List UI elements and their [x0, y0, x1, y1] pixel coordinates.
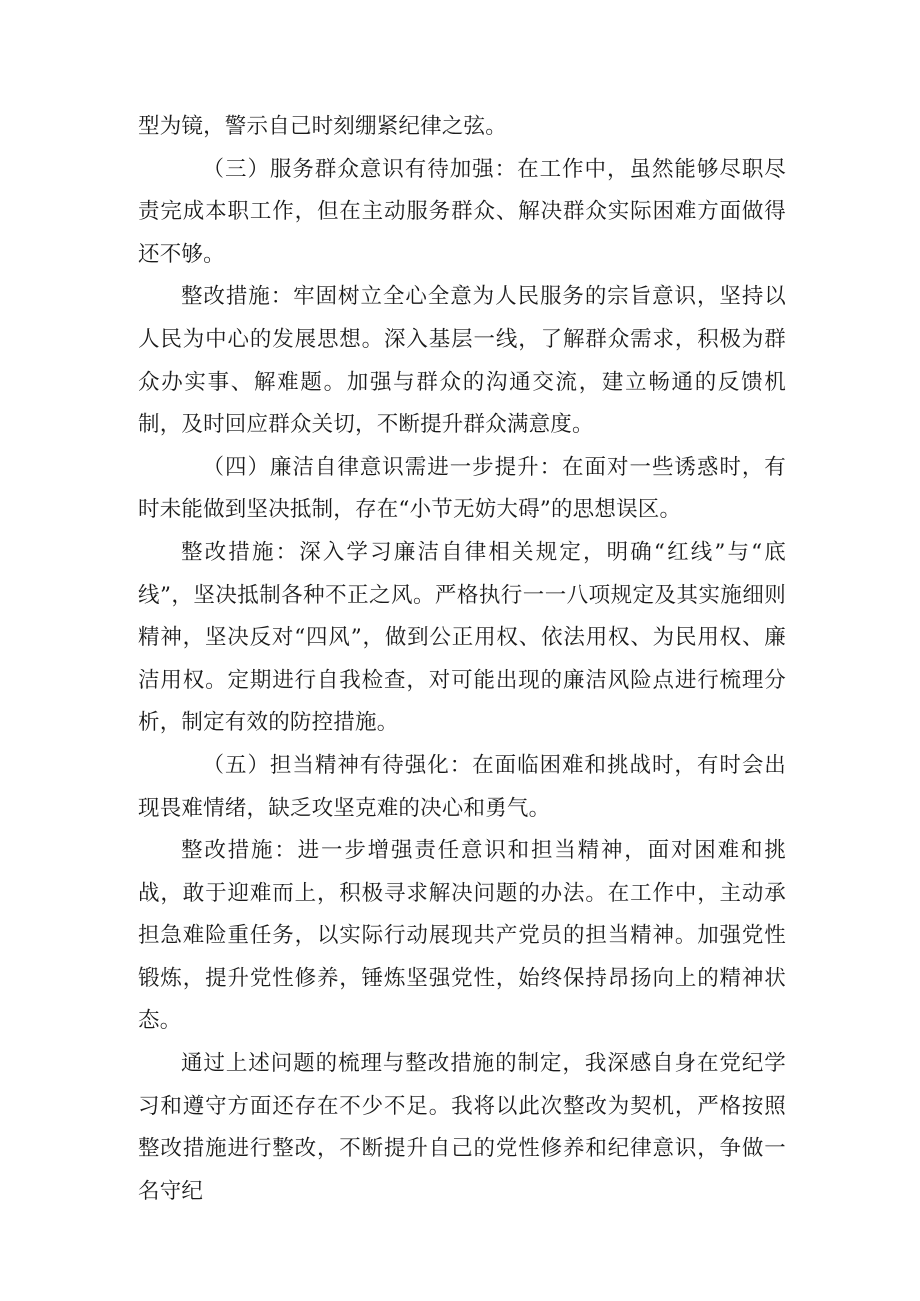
paragraph-conclusion: 通过上述问题的梳理与整改措施的制定，我深感自身在党纪学习和遵守方面还存在不少不足。我将以此次整改为契机，严格按照整改措施进行整改，不断提升自己的党性修养和纪律意识，争做一名守纪 [138, 1051, 786, 1204]
paragraph-measures-4: 整改措施：深入学习廉洁自律相关规定，明确“红线”与“底线”，坚决抵制各种不正之风。严格执行一一八项规定及其实施细则精神，坚决反对“四风”，做到公正用权、依法用权、为民用权、廉洁用权。定期进行自我检查，对可能出现的廉洁风险点进行梳理分析，制定有效的防控措施。 [138, 539, 786, 736]
paragraph-measures-3: 整改措施：牢固树立全心全意为人民服务的宗旨意识，坚持以人民为中心的发展思想。深入基层一线，了解群众需求，积极为群众办实事、解难题。加强与群众的沟通交流，建立畅通的反馈机制，及时回应群众关切，不断提升群众满意度。 [138, 284, 786, 438]
document-body [138, 106, 786, 1213]
paragraph-measures-5: 整改措施：进一步增强责任意识和担当精神，面对困难和挑战，敢于迎难而上，积极寻求解决问题的办法。在工作中，主动承担急难险重任务，以实际行动展现共产党员的担当精神。加强党性锻炼，提升党性修养，锤炼坚强党性，始终保持昂扬向上的精神状态。 [138, 838, 786, 1034]
paragraph-section-5: （五）担当精神有待强化：在面临困难和挑战时，有时会出现畏难情绪，缺乏攻坚克难的决心和勇气。 [138, 752, 786, 821]
paragraph-section-3: （三）服务群众意识有待加强：在工作中，虽然能够尽职尽责完成本职工作，但在主动服务群众、解决群众实际困难方面做得还不够。 [138, 156, 786, 267]
paragraph-continuation: 型为镜，警示自己时刻绷紧纪律之弦。 [138, 114, 507, 139]
paragraph-section-4: （四）廉洁自律意识需进一步提升：在面对一些诱惑时，有时未能做到坚决抵制，存在“小节无妨大碍”的思想误区。 [138, 454, 786, 523]
